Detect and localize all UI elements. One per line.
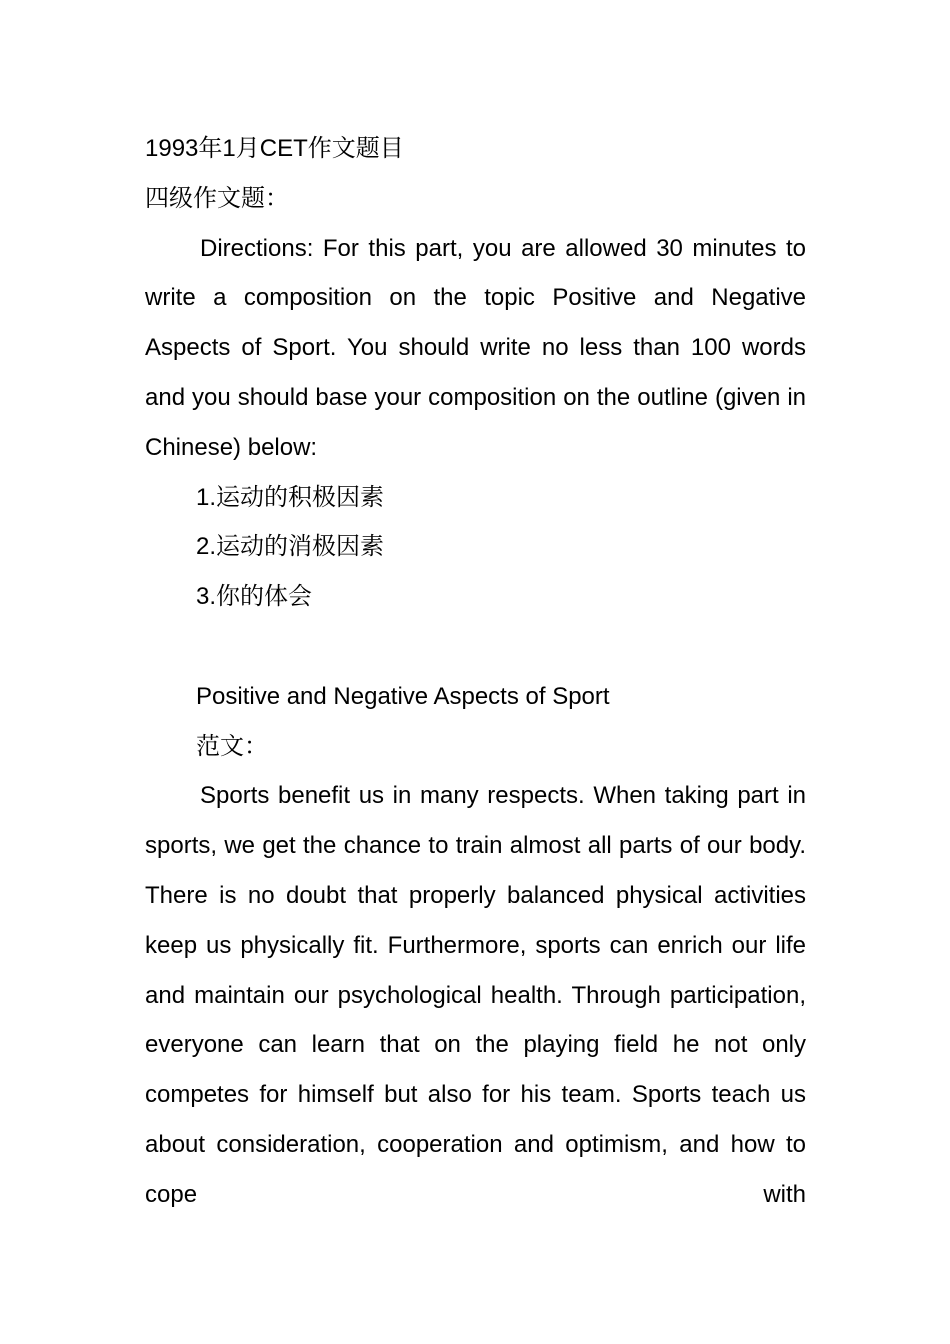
directions-paragraph: Directions: For this part, you are allowed 30 minutes to write a composition on the topic Positive and Negative Aspects of Sport. You should write no less than 100 words and you should base your composition on the outline (given in Chinese) below: (145, 234, 806, 461)
outline-item-1: 1.运动的积极因素 (196, 483, 385, 511)
essay-title: Positive and Negative Aspects of Sport (196, 682, 610, 710)
sample-label: 范文： (196, 732, 268, 760)
outline-item-2: 2.运动的消极因素 (196, 533, 385, 561)
outline-item-3: 3.你的体会 (196, 583, 313, 611)
blank-line (145, 622, 806, 672)
exam-heading: 1993年1月CET作文题目 (145, 135, 404, 162)
section-label: 四级作文题： (145, 184, 289, 212)
essay-body: Sports benefit us in many respects. When taking part in sports, we get the chance to train almost all parts of our body. There is no doubt that properly balanced physical activities keep us physically fit. Furthermore, sports can enrich our life and maintain our psychological health. Through participation, everyone can learn that on the playing field he not only competes for himself but also for his team. Sports teach us about consideration, cooperation and optimism, and how to cope with (145, 782, 806, 1208)
document-content (145, 124, 806, 1220)
